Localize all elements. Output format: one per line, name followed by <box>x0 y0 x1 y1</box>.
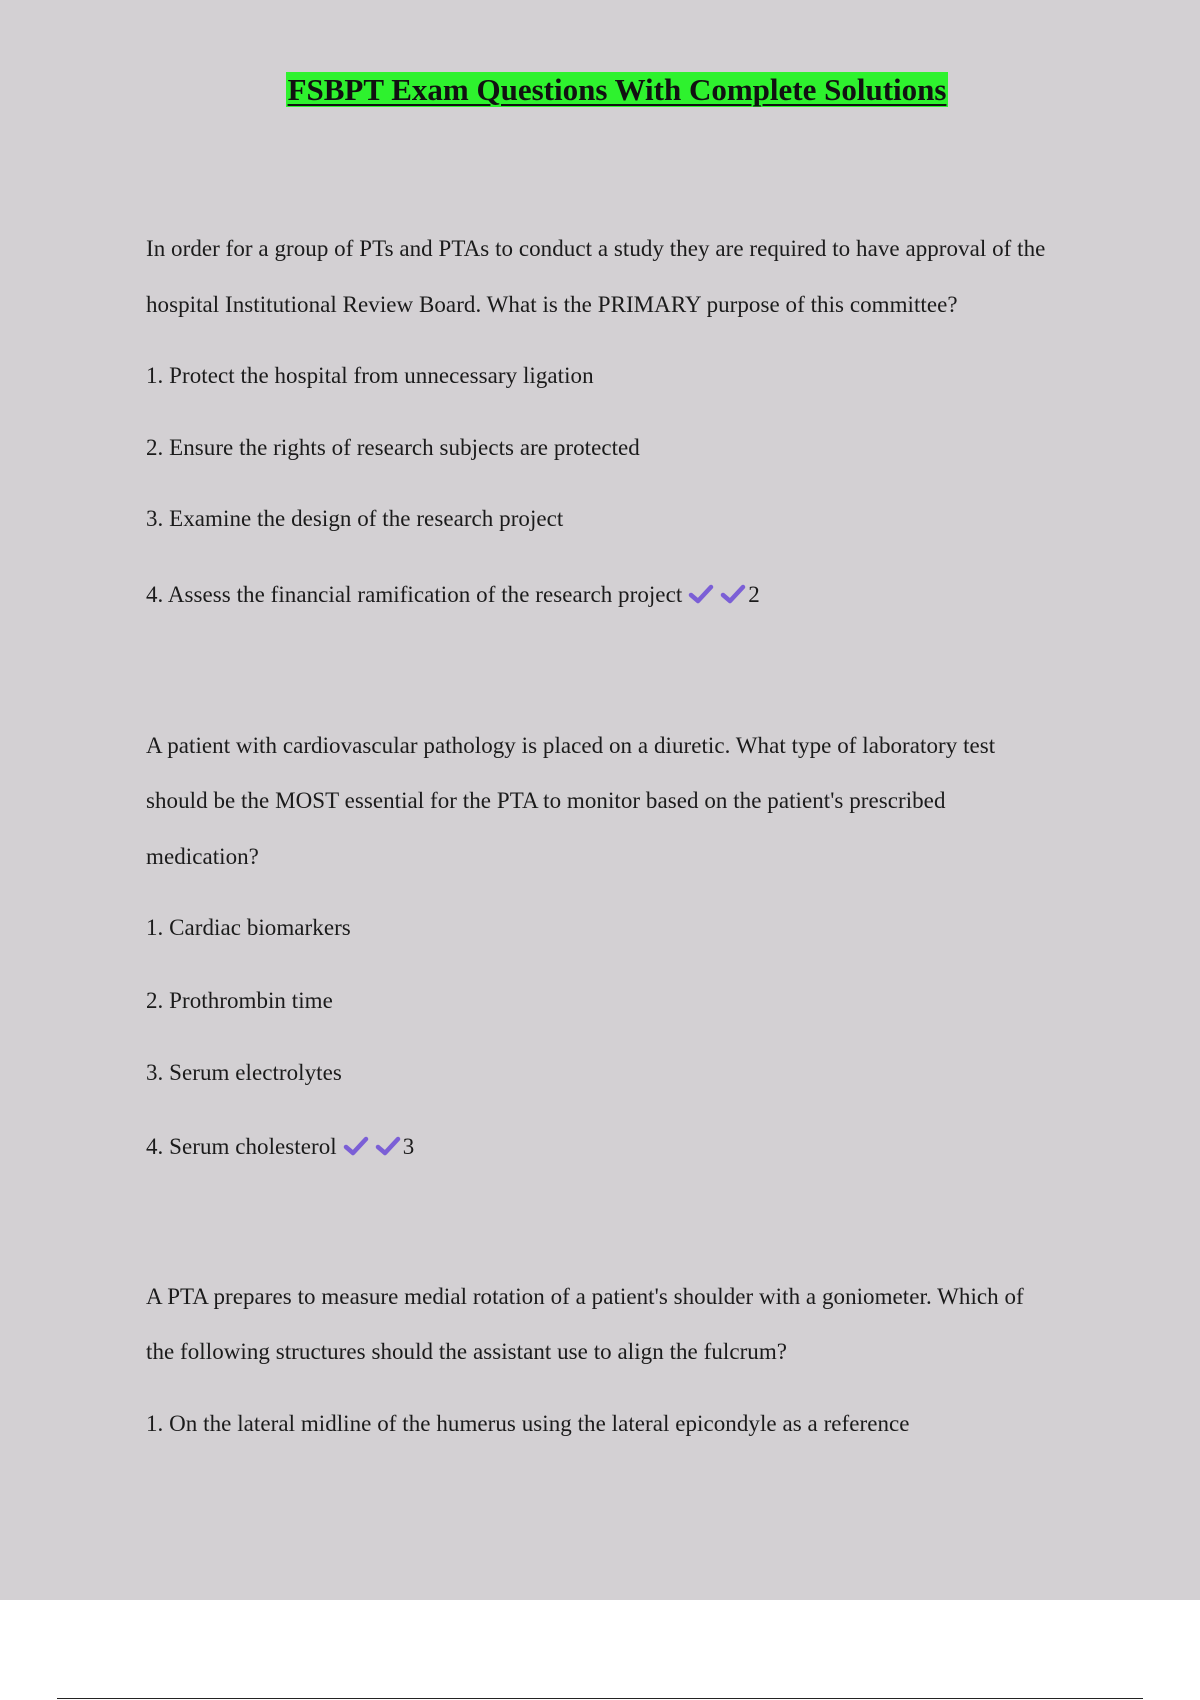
question-3-line-2: the following structures should the assistant use to align the fulcrum? <box>146 1339 788 1364</box>
question-1-option-3: 3. Examine the design of the research project <box>146 506 564 531</box>
question-1-answer: 2 <box>748 582 760 607</box>
question-2-option-2: 2. Prothrombin time <box>146 988 333 1013</box>
checkmark-icon <box>343 1135 369 1157</box>
checkmark-icon <box>688 583 714 605</box>
footer-divider <box>57 1698 1143 1699</box>
question-2-option-4-row <box>146 1134 414 1160</box>
question-2-line-2: should be the MOST essential for the PTA to monitor based on the patient's prescribed <box>146 788 946 813</box>
question-1-option-2: 2. Ensure the rights of research subjects are protected <box>146 435 640 460</box>
question-2-option-1: 1. Cardiac biomarkers <box>146 915 351 940</box>
question-2-line-3: medication? <box>146 844 259 869</box>
question-3-line-1: A PTA prepares to measure medial rotation of a patient's shoulder with a goniometer. Which of <box>146 1284 1024 1309</box>
document-title-container <box>0 72 1200 108</box>
question-2-line-1: A patient with cardiovascular pathology is placed on a diuretic. What type of laboratory test <box>146 733 996 758</box>
question-1-line-1: In order for a group of PTs and PTAs to conduct a study they are required to have approval of the <box>146 236 1046 261</box>
question-1-option-1: 1. Protect the hospital from unnecessary ligation <box>146 363 594 388</box>
document-title: FSBPT Exam Questions With Complete Solutions <box>287 72 947 107</box>
question-3-option-1: 1. On the lateral midline of the humerus using the lateral epicondyle as a reference <box>146 1411 910 1436</box>
question-2-answer: 3 <box>402 1134 415 1159</box>
question-1-line-2: hospital Institutional Review Board. What is the PRIMARY purpose of this committee? <box>146 292 958 317</box>
question-2-option-4: 4. Serum cholesterol <box>146 1134 337 1159</box>
checkmark-icon <box>720 583 746 605</box>
question-1-option-4-row <box>146 582 760 608</box>
question-2-option-3: 3. Serum electrolytes <box>146 1060 342 1085</box>
checkmark-icon <box>375 1135 401 1157</box>
question-1-option-4: 4. Assess the financial ramification of the research project <box>146 582 683 607</box>
